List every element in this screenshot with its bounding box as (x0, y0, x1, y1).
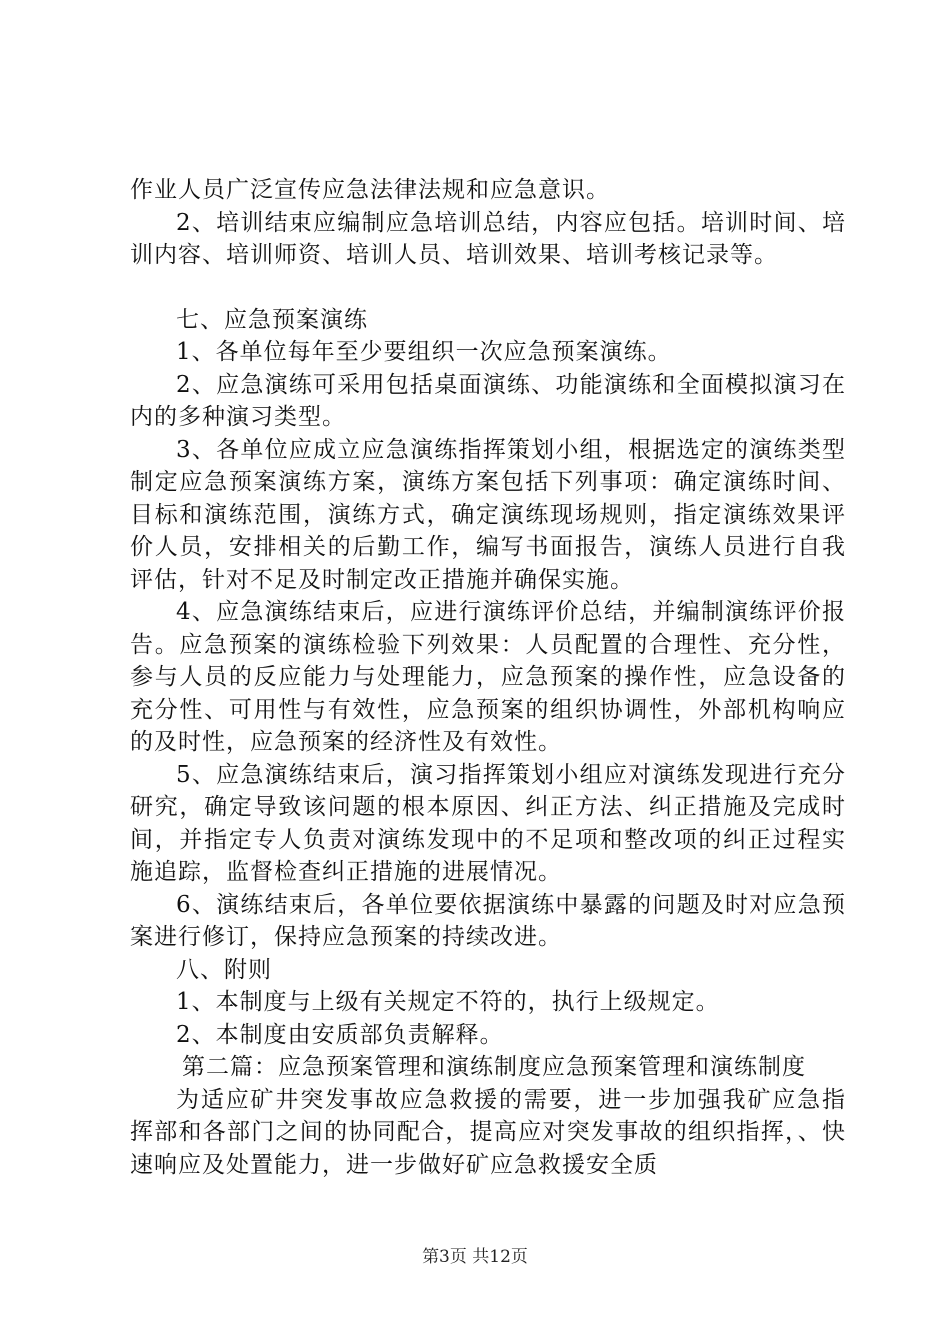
section-heading-appendix: 八、附则 (176, 956, 272, 983)
paragraph-continuation: 作业人员广泛宣传应急法律法规和应急意识。 (130, 177, 610, 203)
paragraph-drill-6: 6、演练结束后，各单位要依据演练中暴露的问题及时对应急预案进行修订，保持应急预案的持续改进。 (130, 891, 846, 950)
paragraph-appendix-1: 1、本制度与上级有关规定不符的，执行上级规定。 (176, 989, 720, 1015)
paragraph-drill-1: 1、各单位每年至少要组织一次应急预案演练。 (176, 339, 672, 365)
document-body (130, 174, 846, 1181)
paragraph-drill-4: 4、应急演练结束后，应进行演练评价总结，并编制演练评价报告。应急预案的演练检验下列效果：人员配置的合理性、充分性，参与人员的反应能力与处理能力，应急预案的操作性，应急设备的充分性、可用性与有效性，应急预案的组织协调性，外部机构响应的及时性，应急预案的经济性及有效性。 (130, 599, 846, 755)
paragraph-gap (130, 272, 846, 304)
paragraph-drill-5: 5、应急演练结束后，演习指挥策划小组应对演练发现进行充分研究，确定导致该问题的根本原因、纠正方法、纠正措施及完成时间，并指定专人负责对演练发现中的不足项和整改项的纠正过程实施追踪，监督检查纠正措施的进展情况。 (130, 761, 846, 885)
paragraph-appendix-2: 2、本制度由安质部负责解释。 (176, 1021, 504, 1048)
paragraph-drill-2: 2、应急演练可采用包括桌面演练、功能演练和全面模拟演习在内的多种演习类型。 (130, 371, 846, 430)
chapter-two-title: 第二篇：应急预案管理和演练制度应急预案管理和演练制度 (182, 1054, 806, 1080)
page-number-footer: 第3页 共12页 (422, 1247, 528, 1267)
paragraph-chapter-two-intro: 为适应矿井突发事故应急救援的需要，进一步加强我矿应急指挥部和各部门之间的协同配合，提高应对突发事故的组织指挥，、快速响应及处置能力，进一步做好矿应急救援安全质 (130, 1086, 846, 1178)
section-heading-drills: 七、应急预案演练 (176, 306, 368, 333)
paragraph-drill-3: 3、各单位应成立应急演练指挥策划小组，根据选定的演练类型制定应急预案演练方案，演练方案包括下列事项：确定演练时间、目标和演练范围，演练方式，确定演练现场规则，指定演练效果评价人员，安排相关的后勤工作，编写书面报告，演练人员进行自我评估，针对不足及时制定改正措施并确保实施。 (130, 436, 846, 593)
paragraph-training-summary: 2、培训结束应编制应急培训总结，内容应包括。培训时间、培训内容、培训师资、培训人员、培训效果、培训考核记录等。 (130, 209, 846, 268)
